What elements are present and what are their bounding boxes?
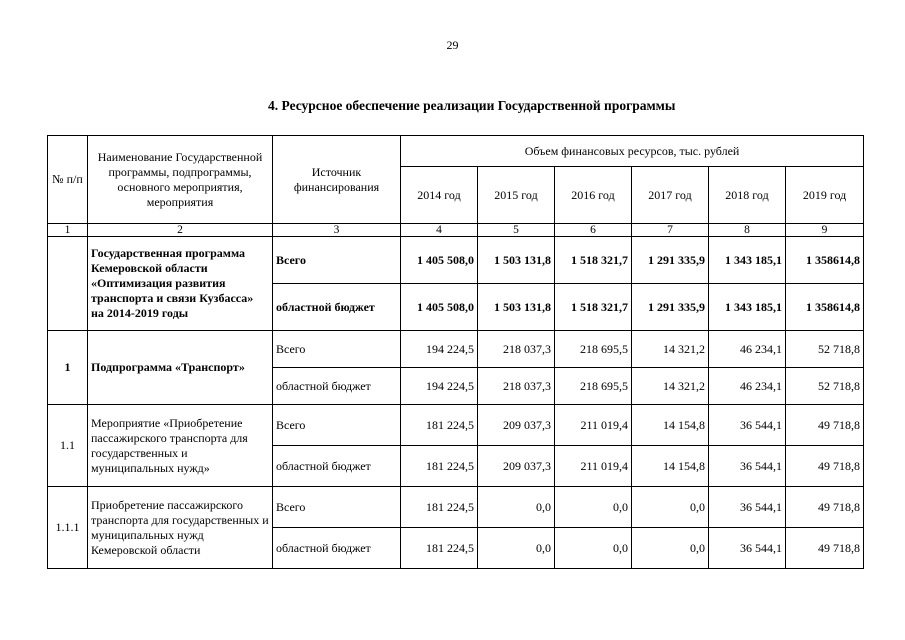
value-cell: 194 224,5: [401, 368, 478, 405]
value-cell: 52 718,8: [786, 331, 864, 368]
page-number: 29: [446, 38, 459, 52]
value-cell: 0,0: [632, 487, 709, 528]
value-cell: 1 358614,8: [786, 237, 864, 284]
value-cell: 1 358614,8: [786, 284, 864, 331]
column-index: 3: [273, 224, 401, 237]
value-cell: 181 224,5: [401, 487, 478, 528]
column-index: 8: [709, 224, 786, 237]
column-index: 2: [88, 224, 273, 237]
value-cell: 14 154,8: [632, 405, 709, 446]
value-cell: 218 037,3: [478, 368, 555, 405]
header-col-volume: Объем финансовых ресурсов, тыс. рублей: [401, 136, 864, 167]
column-index: 1: [48, 224, 88, 237]
column-index: 5: [478, 224, 555, 237]
value-cell: 0,0: [555, 528, 632, 569]
value-cell: 1 291 335,9: [632, 284, 709, 331]
value-cell: 1 503 131,8: [478, 284, 555, 331]
table-header: [48, 136, 864, 237]
header-col-num: № п/п: [48, 136, 88, 224]
funding-source: областной бюджет: [273, 528, 401, 569]
value-cell: 46 234,1: [709, 331, 786, 368]
header-year: 2015 год: [478, 167, 555, 224]
value-cell: 209 037,3: [478, 405, 555, 446]
value-cell: 1 518 321,7: [555, 237, 632, 284]
program-name: Подпрограмма «Транспорт»: [88, 331, 273, 405]
value-cell: 218 037,3: [478, 331, 555, 368]
value-cell: 211 019,4: [555, 446, 632, 487]
resource-table: [47, 135, 864, 569]
value-cell: 1 343 185,1: [709, 284, 786, 331]
table-body: [48, 237, 864, 569]
header-year: 2014 год: [401, 167, 478, 224]
value-cell: 1 405 508,0: [401, 237, 478, 284]
value-cell: 1 405 508,0: [401, 284, 478, 331]
funding-source: Всего: [273, 331, 401, 368]
funding-source: областной бюджет: [273, 368, 401, 405]
funding-source: Всего: [273, 405, 401, 446]
header-year: 2018 год: [709, 167, 786, 224]
value-cell: 52 718,8: [786, 368, 864, 405]
funding-source: областной бюджет: [273, 446, 401, 487]
funding-source: Всего: [273, 487, 401, 528]
value-cell: 0,0: [632, 528, 709, 569]
header-year: 2016 год: [555, 167, 632, 224]
column-index: 9: [786, 224, 864, 237]
column-index-row: [48, 224, 864, 237]
column-index: 4: [401, 224, 478, 237]
table-row: [48, 487, 864, 528]
funding-source: Всего: [273, 237, 401, 284]
value-cell: 1 503 131,8: [478, 237, 555, 284]
value-cell: 36 544,1: [709, 405, 786, 446]
table-row: [48, 331, 864, 368]
value-cell: 14 321,2: [632, 331, 709, 368]
value-cell: 0,0: [478, 528, 555, 569]
row-number: 1.1: [48, 405, 88, 487]
value-cell: 36 544,1: [709, 487, 786, 528]
value-cell: 0,0: [478, 487, 555, 528]
value-cell: 1 343 185,1: [709, 237, 786, 284]
column-index: 7: [632, 224, 709, 237]
row-number: 1: [48, 331, 88, 405]
header-year: 2017 год: [632, 167, 709, 224]
value-cell: 36 544,1: [709, 446, 786, 487]
value-cell: 209 037,3: [478, 446, 555, 487]
row-number: [48, 237, 88, 331]
value-cell: 49 718,8: [786, 487, 864, 528]
header-col-name: Наименование Государственной программы, подпрограммы, основного мероприятия, мероприятия: [88, 136, 273, 224]
value-cell: 1 291 335,9: [632, 237, 709, 284]
value-cell: 218 695,5: [555, 368, 632, 405]
table-row: [48, 237, 864, 284]
value-cell: 49 718,8: [786, 405, 864, 446]
value-cell: 194 224,5: [401, 331, 478, 368]
value-cell: 46 234,1: [709, 368, 786, 405]
value-cell: 14 154,8: [632, 446, 709, 487]
value-cell: 211 019,4: [555, 405, 632, 446]
value-cell: 1 518 321,7: [555, 284, 632, 331]
program-name: Мероприятие «Приобретение пассажирского транспорта для государственных и муниципальных нужд»: [88, 405, 273, 487]
value-cell: 181 224,5: [401, 446, 478, 487]
value-cell: 36 544,1: [709, 528, 786, 569]
header-year: 2019 год: [786, 167, 864, 224]
funding-source: областной бюджет: [273, 284, 401, 331]
section-title: 4. Ресурсное обеспечение реализации Государственной программы: [268, 98, 676, 113]
row-number: 1.1.1: [48, 487, 88, 569]
program-name: Приобретение пассажирского транспорта для государственных и муниципальных нужд Кемеровской области: [88, 487, 273, 569]
program-name: Государственная программа Кемеровской области «Оптимизация развития транспорта и связи Кузбасса» на 2014-2019 годы: [88, 237, 273, 331]
value-cell: 0,0: [555, 487, 632, 528]
value-cell: 49 718,8: [786, 446, 864, 487]
value-cell: 181 224,5: [401, 528, 478, 569]
value-cell: 14 321,2: [632, 368, 709, 405]
value-cell: 181 224,5: [401, 405, 478, 446]
table-row: [48, 405, 864, 446]
header-col-source: Источник финансирования: [273, 136, 401, 224]
value-cell: 49 718,8: [786, 528, 864, 569]
value-cell: 218 695,5: [555, 331, 632, 368]
column-index: 6: [555, 224, 632, 237]
